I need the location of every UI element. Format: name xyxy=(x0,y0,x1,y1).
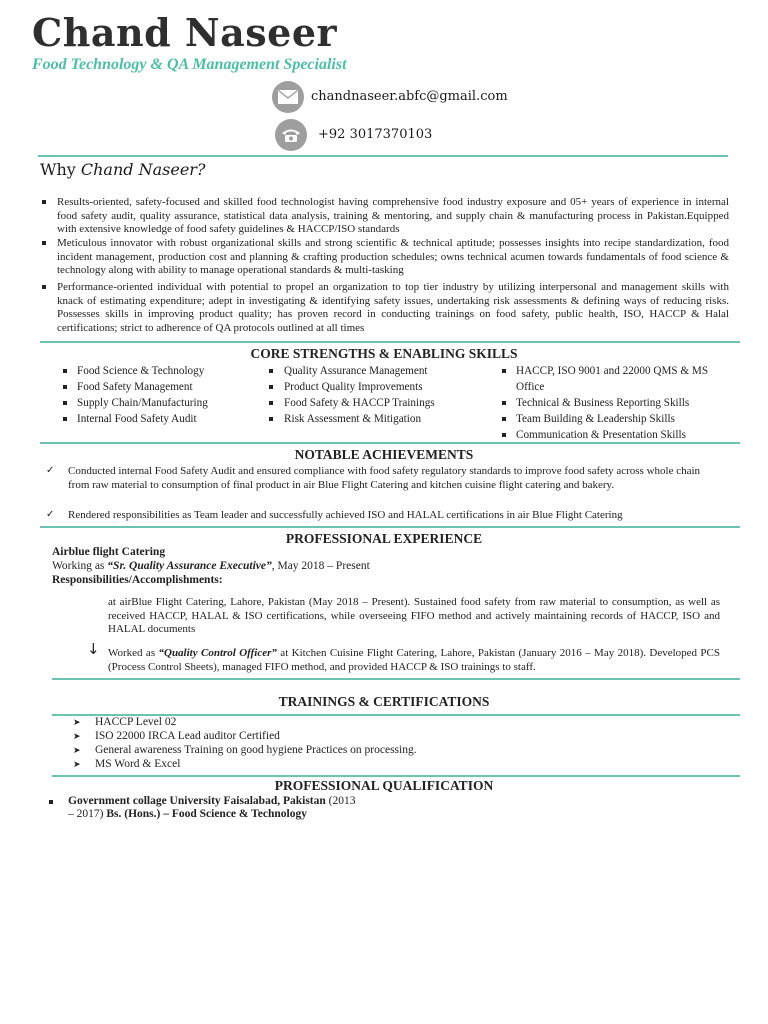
header-divider xyxy=(38,155,728,157)
bullet xyxy=(63,369,67,373)
bullet xyxy=(269,385,273,389)
bullet xyxy=(42,200,46,204)
section-divider xyxy=(40,442,740,444)
qualification-line-2: – 2017) Bs. (Hons.) – Food Science & Technology xyxy=(68,808,307,820)
skill-item: Food Safety Management xyxy=(77,381,193,393)
skill-item-continued: Office xyxy=(516,381,545,393)
bullet xyxy=(42,241,46,245)
bullet xyxy=(63,417,67,421)
skill-item: Communication & Presentation Skills xyxy=(516,429,686,441)
skill-item: Technical & Business Reporting Skills xyxy=(516,397,690,409)
phone-number[interactable]: +92 3017370103 xyxy=(318,127,433,142)
arrowhead-bullet-icon: ➤ xyxy=(73,718,81,728)
training-item: MS Word & Excel xyxy=(95,758,181,770)
candidate-title: Food Technology & QA Management Specialist xyxy=(32,56,347,73)
trainings-heading: TRAININGS & CERTIFICATIONS xyxy=(278,694,490,709)
bullet xyxy=(502,401,506,405)
training-item: General awareness Training on good hygiene Practices on processing. xyxy=(95,744,417,756)
checkmark-icon: ✓ xyxy=(46,509,55,520)
envelope-icon xyxy=(272,81,304,113)
skill-item: Food Safety & HACCP Trainings xyxy=(284,397,435,409)
bullet xyxy=(502,417,506,421)
skills-heading: CORE STRENGTHS & ENABLING SKILLS xyxy=(250,346,518,361)
section-divider xyxy=(40,526,740,528)
telephone-icon xyxy=(275,119,307,151)
skill-item: Product Quality Improvements xyxy=(284,381,423,393)
bullet xyxy=(502,369,506,373)
section-divider xyxy=(52,775,740,777)
experience-heading: PROFESSIONAL EXPERIENCE xyxy=(285,531,483,546)
previous-role: Worked as “Quality Control Officer” at Kitchen Cuisine Flight Catering, Lahore, Pakistan (January 2016 – May 2018). Developed PCS (Process Control Sheets), managed FIFO method, and provided HACCP & ISO trainings to staff. xyxy=(108,647,721,673)
arrowhead-bullet-icon: ➤ xyxy=(73,732,81,742)
bullet xyxy=(49,800,53,804)
responsibilities-text: at airBlue Flight Catering, Lahore, Pakistan (May 2018 – Present). Sustained food safety from raw material to consumption, as well as received HACCP, HALAL & ISO certifications, while overseeing FIFO method and actively maintaining records of HACCP, ISO and HALAL documents xyxy=(108,596,720,635)
section-divider xyxy=(52,678,740,680)
achievement-item: Rendered responsibilities as Team leader and successfully achieved ISO and HALAL certifications in air Blue Flight Catering xyxy=(68,509,623,521)
email-link[interactable]: chandnaseer.abfc@gmail.com xyxy=(311,89,508,104)
summary-bullet-2: Meticulous innovator with robust organizational skills and strong scientific & technical aptitude; possesses insights into recipe standardization, food incident management, production cost and planning & crafting production schedules; owns technical acumen towards fundamentals of food science & technology along with ability to manage operational standards & multi-tasking xyxy=(57,237,729,276)
bullet xyxy=(269,369,273,373)
qualification-line-1: Government collage University Faisalabad, Pakistan (2013 xyxy=(68,795,356,807)
arrow-down-icon: ↓ xyxy=(87,640,100,658)
responsibilities-heading: Responsibilities/Accomplishments: xyxy=(52,574,223,586)
skill-item: Team Building & Leadership Skills xyxy=(516,413,675,425)
company-name: Airblue flight Catering xyxy=(52,546,166,558)
candidate-name: Chand Naseer xyxy=(32,10,338,55)
skill-item: Food Science & Technology xyxy=(77,365,205,377)
bullet xyxy=(63,401,67,405)
qualification-heading: PROFESSIONAL QUALIFICATION xyxy=(274,778,494,793)
bullet xyxy=(502,433,506,437)
achievements-heading: NOTABLE ACHIEVEMENTS xyxy=(294,447,474,462)
bullet xyxy=(269,401,273,405)
bullet xyxy=(269,417,273,421)
training-item: ISO 22000 IRCA Lead auditor Certified xyxy=(95,730,280,742)
skill-item: Supply Chain/Manufacturing xyxy=(77,397,208,409)
skill-item: Risk Assessment & Mitigation xyxy=(284,413,422,425)
skill-item: Internal Food Safety Audit xyxy=(77,413,197,425)
summary-bullet-3: Performance-oriented individual with potential to propel an organization to top tier industry by utilizing interpersonal and management skills with knack of estimating expenditure; adept in investigating & identifying safety issues, undertaking risk assessments & defining ways of reducing risks. Possesses skills in improving product quality; has proven record in conducting trainings on food safety, public health, ISO, HACCP & Halal certifications; strict to adherence of QA protocols outlined at all times xyxy=(57,281,729,334)
skill-item: HACCP, ISO 9001 and 22000 QMS & MS xyxy=(516,365,709,377)
section-divider xyxy=(40,341,740,343)
training-item: HACCP Level 02 xyxy=(95,716,177,728)
skill-item: Quality Assurance Management xyxy=(284,365,428,377)
summary-bullet-1: Results-oriented, safety-focused and skilled food technologist having comprehensive food industry exposure and 05+ years of experience in internal food safety audit, quality assurance, statistical data analysis, training & mentoring, and supply chain & manufacturing process in Pakistan.Equipped with extensive knowledge of food safety guidelines & HACCP/ISO standards xyxy=(57,196,729,235)
achievement-item: Conducted internal Food Safety Audit and ensured compliance with food safety regulatory standards to improve food safety across whole chain from raw material to consumption of final product in air Blue Flight Catering and kitchen cuisine flight catering and bakery. xyxy=(68,465,701,491)
arrowhead-bullet-icon: ➤ xyxy=(73,760,81,770)
bullet xyxy=(42,285,46,289)
arrowhead-bullet-icon: ➤ xyxy=(73,746,81,756)
bullet xyxy=(63,385,67,389)
why-heading: Why Chand Naseer? xyxy=(40,160,206,179)
job-line: Working as “Sr. Quality Assurance Executive”, May 2018 – Present xyxy=(52,560,370,572)
checkmark-icon: ✓ xyxy=(46,465,55,476)
